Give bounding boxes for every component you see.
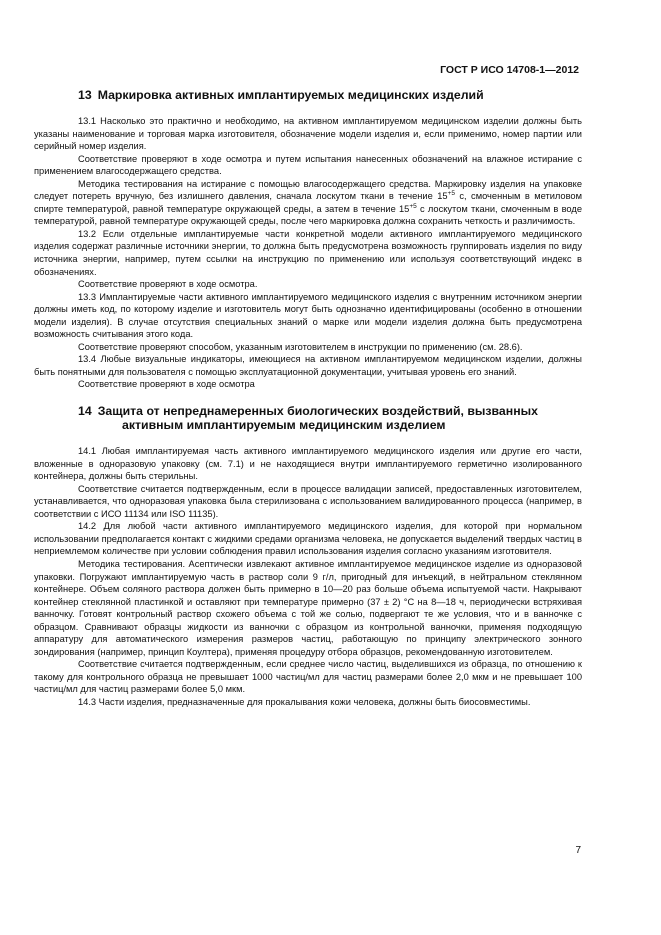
section-13-body	[34, 115, 582, 391]
tolerance-superscript: +5	[409, 202, 417, 210]
paragraph: Соответствие считается подтвержденным, если среднее число частиц, выделившихся из образца, по отношению к такому для контрольного образца не превышает 1000 частиц/мл для частиц размерами более 2,0 мкм и не превышает 100 частиц/мл для частиц размерами более 5,0 мкм.	[34, 659, 582, 695]
paragraph: Соответствие проверяют в ходе осмотра и путем испытания нанесенных обозначений на влажное истирание с применением влагосодержащего средства.	[34, 153, 582, 177]
section-14-body	[34, 445, 582, 708]
paragraph: Соответствие проверяют в ходе осмотра.	[78, 279, 258, 290]
paragraph: 13.4 Любые визуальные индикаторы, имеющиеся на активном имплантируемом медицинском изделии, должны быть понятными для пользователя с помощью эксплуатационной документации, учитывая уровень его знаний.	[34, 354, 582, 377]
paragraph: 14.1 Любая имплантируемая часть активного имплантируемого медицинского изделия или другие его части, вложенные в одноразовую упаковку (см. 7.1) и не находящиеся внутри имплантируемого герметично изолированного контейнера, должны быть стерильны.	[34, 446, 582, 482]
paragraph: 13.3 Имплантируемые части активного имплантируемого медицинского изделия с внутренним источником энергии должны иметь код, по которому изделие и изготовитель могут быть однозначно идентифицированы (особенно в отношении модели изделия). В случае отсутствия специальных знаний о марке или модели изделия должна быть предусмотрена возможность считывания этого кода.	[34, 291, 582, 340]
tolerance-superscript: +5	[447, 190, 455, 198]
paragraph: Соответствие проверяют в ходе осмотра	[78, 379, 255, 390]
text-run: Методика тестирования на истирание с помощью влагосодержащего средства. Маркировку изделия на упаковке следует потереть вручную, без излишнего давления, сначала лоскутом ткани в течение 15	[34, 178, 582, 202]
text-run: с лоскутом ткани, смоченным в воде температурой, равной температуре окружающей среды, после чего маркировка должна сохранить четкость и различимость.	[34, 203, 582, 227]
paragraph: 13.1 Насколько это практично и необходимо, на активном имплантируемом медицинском изделии должны быть указаны наименование и торговая марка изготовителя, обозначение модели изделия и, если применимо, номер партии или серийный номер изделия.	[34, 116, 582, 152]
text-run: с, смоченным в метиловом спирте температурой, равной температуре окружающей среды, а затем в течение 15	[34, 191, 582, 214]
page-content	[34, 88, 582, 709]
document-code-header: ГОСТ Р ИСО 14708-1—2012	[440, 64, 579, 76]
paragraph: 14.3 Части изделия, предназначенные для прокалывания кожи человека, должны быть биосовместимы.	[78, 696, 531, 707]
paragraph: 13.2 Если отдельные имплантируемые части конкретной модели активного имплантируемого медицинского изделия содержат различные источники энергии, то должна быть предусмотрена возможность группировать изделия по виду источника энергии, например, путем ссылки на инструкцию по применению или используя соответствующий индекс в обозначениях.	[34, 228, 582, 277]
paragraph	[34, 178, 582, 228]
section-title: Маркировка активных имплантируемых медицинских изделий	[97, 88, 484, 102]
section-number: 13	[78, 88, 92, 102]
paragraph: Соответствие считается подтвержденным, если в процессе валидации записей, предоставленных изготовителем, устанавливается, что одноразовая упаковка была стерилизована с использованием валидированного процесса (например, в соответствии с ИСО 11134 или ISO 11135).	[34, 483, 582, 519]
page-number: 7	[575, 845, 581, 856]
section-14-heading	[34, 404, 582, 432]
section-14	[34, 404, 582, 708]
section-title: Защита от непреднамеренных биологических воздействий, вызванных активным имплантируемым медицинским изделием	[97, 404, 538, 433]
paragraph: 14.2 Для любой части активного имплантируемого медицинского изделия, для которой при нормальном использовании предполагается контакт с жидкими средами организма человека, не допускается выделений твердых частиц в неприемлемом количестве при условии соблюдения правил использования изделия согласно указаниям изготовителя.	[34, 521, 582, 557]
section-13	[34, 88, 582, 391]
paragraph: Соответствие проверяют способом, указанным изготовителем в инструкции по применению (см. 28.6).	[78, 341, 523, 352]
section-13-heading	[34, 88, 582, 102]
section-number: 14	[78, 404, 92, 419]
paragraph: Методика тестирования. Асептически извлекают активное имплантируемое медицинское изделие из одноразовой упаковки. Погружают имплантируемую часть в раствор соли 9 г/л, пригодный для инъекций, в нейтральном стеклянном контейнере. Объем соляного раствора должен быть примерно в 10—20 раз больше объема испытуемой части. Накрывают контейнер стеклянной пластинкой и оставляют при температуре примерно (37 ± 2) °С на 8—18 ч, периодически встряхивая ванночку. Готовят контрольный раствор схожего объема с той же солью, подвергают те же условия, что и в ванночке с образцом. Сравнивают образцы жидкости из ванночки с образцом из контрольной ванночки, применяя подходящую аппаратуру для автоматического измерения размеров частиц, работающую по принципу электрического зонного зондирования (например, принцип Коултера), применяя процедуру отбора образцов, рекомендованную изготовителем.	[34, 558, 582, 657]
